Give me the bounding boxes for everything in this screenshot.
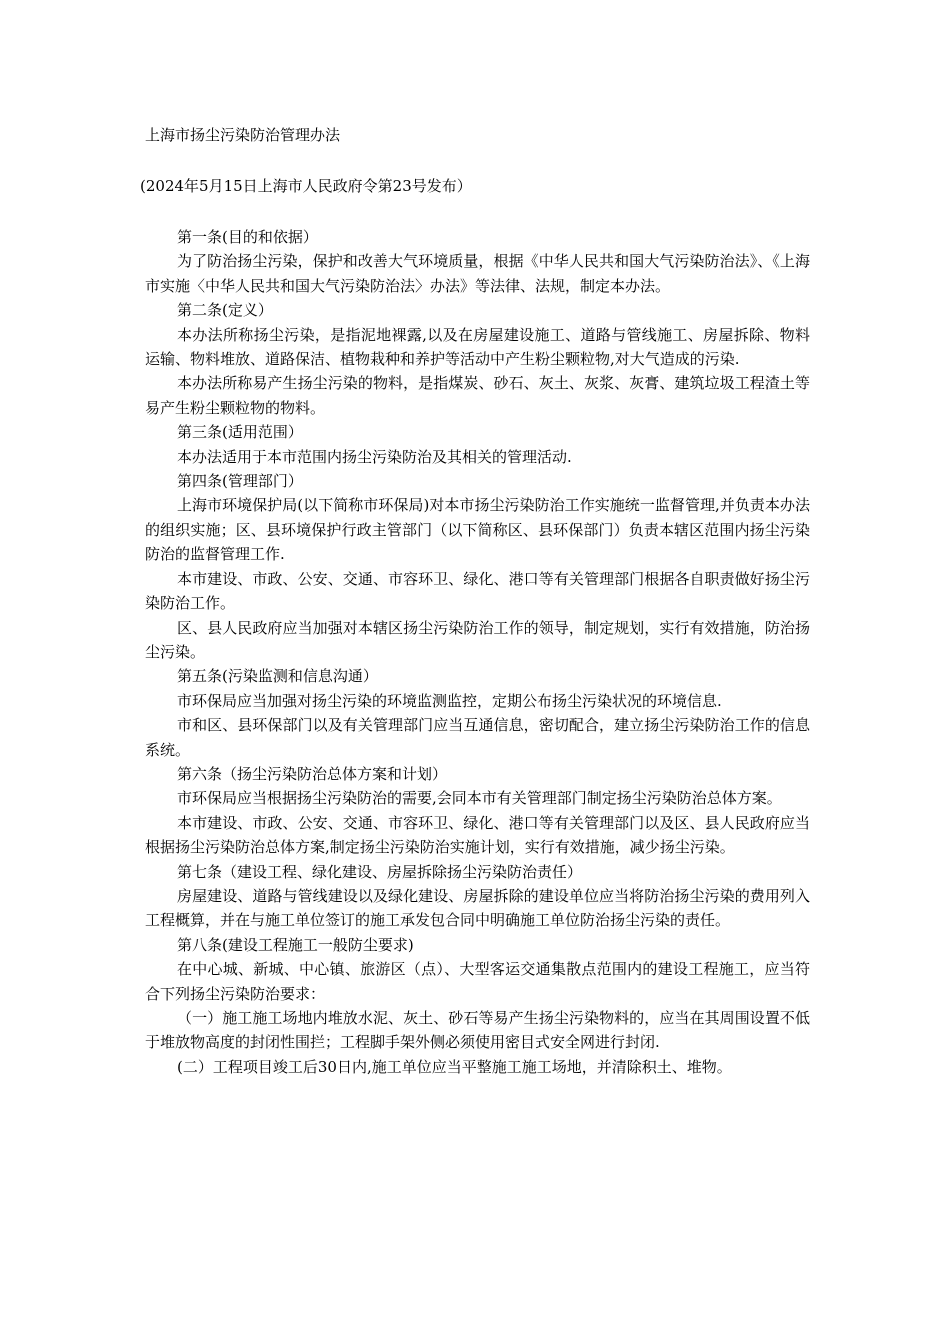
article-heading-5: 第五条(污染监测和信息沟通）	[177, 667, 378, 686]
article-heading-4: 第四条(管理部门）	[177, 472, 303, 491]
paragraph: 在中心城、新城、中心镇、旅游区（点）、大型客运交通集散点范围内的建设工程施工，应当符合下列扬尘污染防治要求：	[145, 960, 810, 1003]
paragraph: 区、县人民政府应当加强对本辖区扬尘污染防治工作的领导，制定规划，实行有效措施，防治扬尘污染。	[145, 618, 810, 661]
paragraph: 上海市环境保护局(以下简称市环保局)对本市扬尘污染防治工作实施统一监督管理,并负责本办法的组织实施；区、县环境保护行政主管部门（以下简称区、县环保部门）负责本辖区范围内扬尘污染防治的监督管理工作.	[145, 496, 810, 564]
paragraph: 市环保局应当根据扬尘污染防治的需要,会同本市有关管理部门制定扬尘污染防治总体方案。	[177, 789, 782, 808]
paragraph: 市和区、县环保部门以及有关管理部门应当互通信息，密切配合，建立扬尘污染防治工作的信息系统。	[145, 716, 810, 759]
paragraph: 本市建设、市政、公安、交通、市容环卫、绿化、港口等有关管理部门根据各自职责做好扬尘污染防治工作。	[145, 569, 810, 613]
article-heading-1: 第一条(目的和依据）	[177, 228, 318, 246]
paragraph: 房屋建设、道路与管线建设以及绿化建设、房屋拆除的建设单位应当将防治扬尘污染的费用列入工程概算，并在与施工单位签订的施工承发包合同中明确施工单位防治扬尘污染的责任。	[145, 886, 810, 930]
paragraph: (二）工程项目竣工后30日内,施工单位应当平整施工施工场地，并清除积土、堆物。	[177, 1057, 732, 1076]
article-heading-6: 第六条（扬尘污染防治总体方案和计划）	[177, 764, 448, 783]
paragraph: 为了防治扬尘污染，保护和改善大气环境质量，根据《中华人民共和国大气污染防治法》、《上海市实施〈中华人民共和国大气污染防治法〉办法》等法律、法规，制定本办法。	[145, 252, 810, 295]
paragraph: 本办法所称易产生扬尘污染的物料，是指煤炭、砂石、灰土、灰浆、灰膏、建筑垃圾工程渣土等易产生粉尘颗粒物的物料。	[145, 374, 810, 417]
paragraph: 本市建设、市政、公安、交通、市容环卫、绿化、港口等有关管理部门以及区、县人民政府应当根据扬尘污染防治总体方案,制定扬尘污染防治实施计划，实行有效措施，减少扬尘污染。	[145, 813, 810, 857]
article-heading-2: 第二条(定义）	[177, 301, 273, 320]
article-heading-7: 第七条（建设工程、绿化建设、房屋拆除扬尘污染防治责任）	[177, 862, 583, 881]
paragraph: （一）施工施工场地内堆放水泥、灰土、砂石等易产生扬尘污染物料的，应当在其周围设置不低于堆放物高度的封闭性围拦；工程脚手架外侧必须使用密目式安全网进行封闭.	[145, 1009, 810, 1052]
document-body	[145, 225, 810, 1079]
paragraph: 本办法适用于本市范围内扬尘污染防治及其相关的管理活动.	[177, 447, 572, 466]
document-subtitle: (2024年5月15日上海市人民政府令第23号发布）	[140, 177, 472, 195]
document-title: 上海市扬尘污染防治管理办法	[145, 126, 341, 144]
article-heading-3: 第三条(适用范围）	[177, 423, 303, 442]
article-heading-8: 第八条(建设工程施工一般防尘要求)	[177, 935, 414, 954]
paragraph: 本办法所称扬尘污染，是指泥地裸露,以及在房屋建设施工、道路与管线施工、房屋拆除、物料运输、物料堆放、道路保洁、植物栽种和养护等活动中产生粉尘颗粒物,对大气造成的污染.	[145, 325, 810, 369]
paragraph: 市环保局应当加强对扬尘污染的环境监测监控，定期公布扬尘污染状况的环境信息.	[177, 691, 722, 710]
